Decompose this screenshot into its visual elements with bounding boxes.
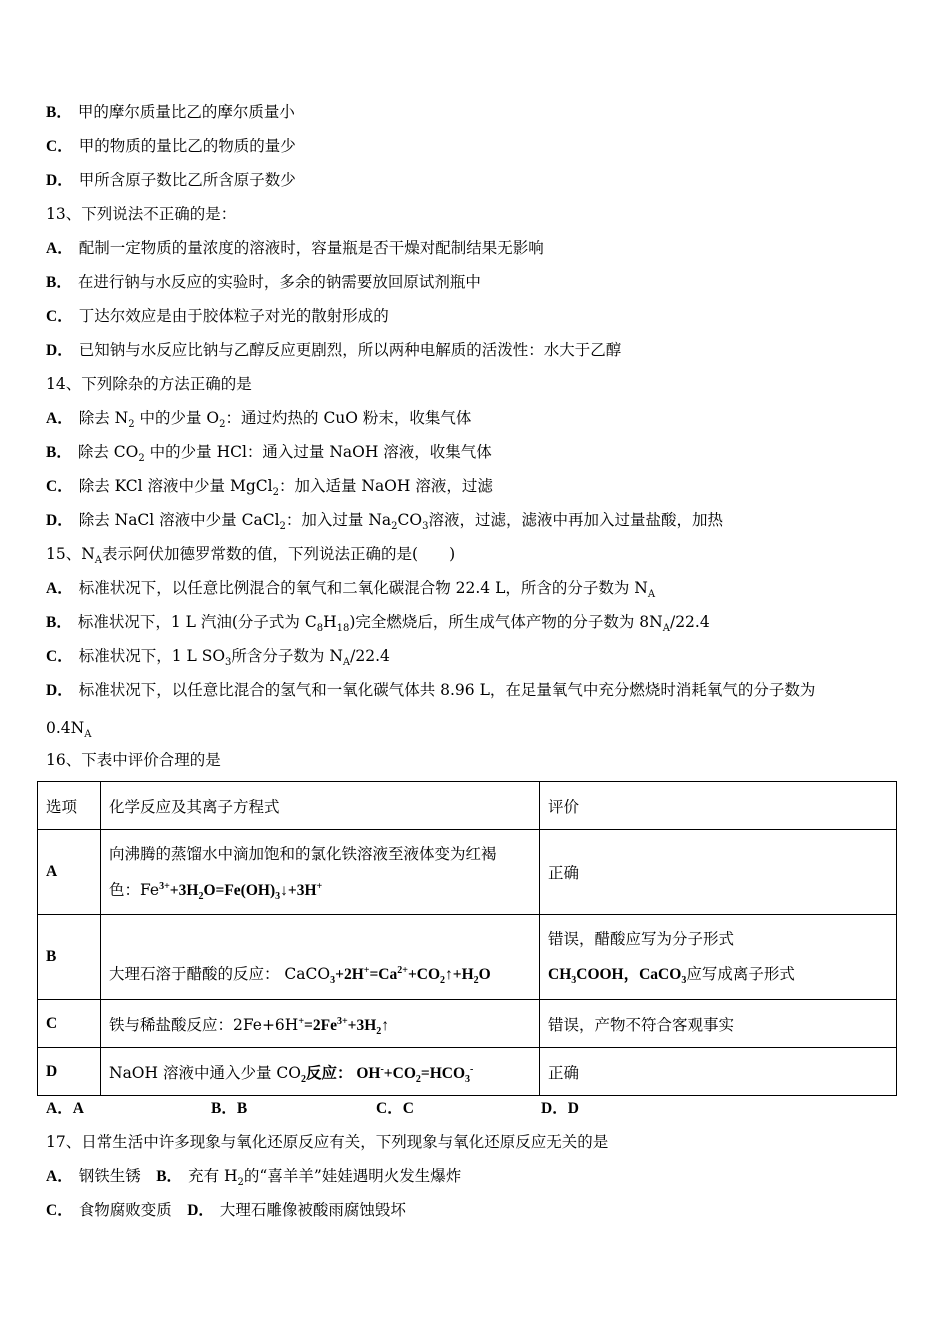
q13-option-a: A． 配制一定物质的量浓度的溶液时，容量瓶是否干燥对配制结果无影响	[46, 239, 544, 257]
table-row	[38, 1048, 897, 1096]
q14-option-a: A． 除去 $N_2$ 中的少量 $O_2$：通过灼热的 CuO 粉末，收集气体	[46, 409, 472, 431]
q15-option-a: A． 标准状况下，以任意比例混合的氧气和二氧化碳混合物 22.4 L，所含的分子数为 $N_A$	[46, 579, 656, 601]
q16-stem: 16、下表中评价合理的是	[46, 751, 221, 769]
q17-options-ab: A． 钢铁生锈 B． 充有 $H_2$的“喜羊羊”娃娃遇明火发生爆炸	[46, 1167, 462, 1189]
q14-option-b: B． 除去 $CO_2$ 中的少量 HCl：通入过量 NaOH 溶液，收集气体	[46, 443, 492, 465]
row-evaluation: 错误，产物不符合客观事实	[540, 1000, 897, 1048]
row-evaluation: 正确	[540, 1048, 897, 1096]
row-option-label: B	[38, 915, 101, 1000]
row-evaluation: 错误，醋酸应写为分子形式 $CH_3COOH$，CaCO$_3$应写成离子形式	[540, 915, 897, 1000]
row-option-label: D	[38, 1048, 101, 1096]
q17-options-cd: C． 食物腐败变质 D． 大理石雕像被酸雨腐蚀毁坏	[46, 1201, 406, 1219]
q15-option-b: B． 标准状况下，1 L 汽油(分子式为 $C_8H_{18}$)完全燃烧后，所生成气体产物的分子数为 $8N_A/22.4$	[46, 613, 710, 635]
header-option: 选项	[38, 782, 101, 830]
row-option-label: C	[38, 1000, 101, 1048]
q15-option-d: D． 标准状况下，以任意比混合的氢气和一氧化碳气体共 8.96 L，在足量氧气中充分燃烧时消耗氧气的分子数为	[46, 681, 816, 699]
q14-option-c: C． 除去 KCl 溶液中少量 MgCl$_2$：加入适量 NaOH 溶液，过滤	[46, 477, 493, 499]
header-equation: 化学反应及其离子方程式	[101, 782, 540, 830]
q13-stem: 13、下列说法不正确的是：	[46, 205, 237, 223]
row-equation: 大理石溶于醋酸的反应： $CaCO_3+2H^+=Ca^{2+}+CO_2↑+H_2O$	[101, 915, 540, 1000]
q15-option-d-continued: $0.4N_A$	[46, 719, 92, 741]
row-evaluation: 正确	[540, 830, 897, 915]
q12-option-d: D． 甲所含原子数比乙所含原子数少	[46, 171, 296, 189]
q12-option-c: C． 甲的物质的量比乙的物质的量少	[46, 137, 296, 155]
q15-option-c: C． 标准状况下，1 L $SO_3$所含分子数为 $N_A/22.4$	[46, 647, 390, 669]
q12-option-b: B． 甲的摩尔质量比乙的摩尔质量小	[46, 103, 295, 121]
table-row	[38, 915, 897, 1000]
q15-stem: 15、$N_A$表示阿伏加德罗常数的值，下列说法正确的是( )	[46, 545, 456, 567]
q14-stem: 14、下列除杂的方法正确的是	[46, 375, 252, 393]
row-equation: NaOH 溶液中通入少量 $CO_2$反应： $OH^-+CO_2=HCO_3^-$	[101, 1048, 540, 1096]
row-equation: 铁与稀盐酸反应：$2Fe+6H^+=2Fe^{3+}+3H_2↑$	[101, 1000, 540, 1048]
q13-option-d: D． 已知钠与水反应比钠与乙醇反应更剧烈，所以两种电解质的活泼性：水大于乙醇	[46, 341, 622, 359]
q16-options: A．A B．B C．C D．D	[46, 1100, 579, 1117]
table-row	[38, 1000, 897, 1048]
evaluation-table	[37, 781, 897, 1096]
table-header-row	[38, 782, 897, 830]
table-row	[38, 830, 897, 915]
header-evaluation: 评价	[540, 782, 897, 830]
q14-option-d: D． 除去 NaCl 溶液中少量 CaCl$_2$：加入过量 $Na_2CO_3$溶液，过滤，滤液中再加入过量盐酸，加热	[46, 511, 723, 533]
q17-stem: 17、日常生活中许多现象与氧化还原反应有关，下列现象与氧化还原反应无关的是	[46, 1133, 609, 1151]
q13-option-c: C． 丁达尔效应是由于胶体粒子对光的散射形成的	[46, 307, 389, 325]
q13-option-b: B． 在进行钠与水反应的实验时，多余的钠需要放回原试剂瓶中	[46, 273, 481, 291]
row-option-label: A	[38, 830, 101, 915]
row-equation: 向沸腾的蒸馏水中滴加饱和的氯化铁溶液至液体变为红褐 色：$Fe^{3+}+3H_2O=Fe(OH)_3↓+3H^+$	[101, 830, 540, 915]
